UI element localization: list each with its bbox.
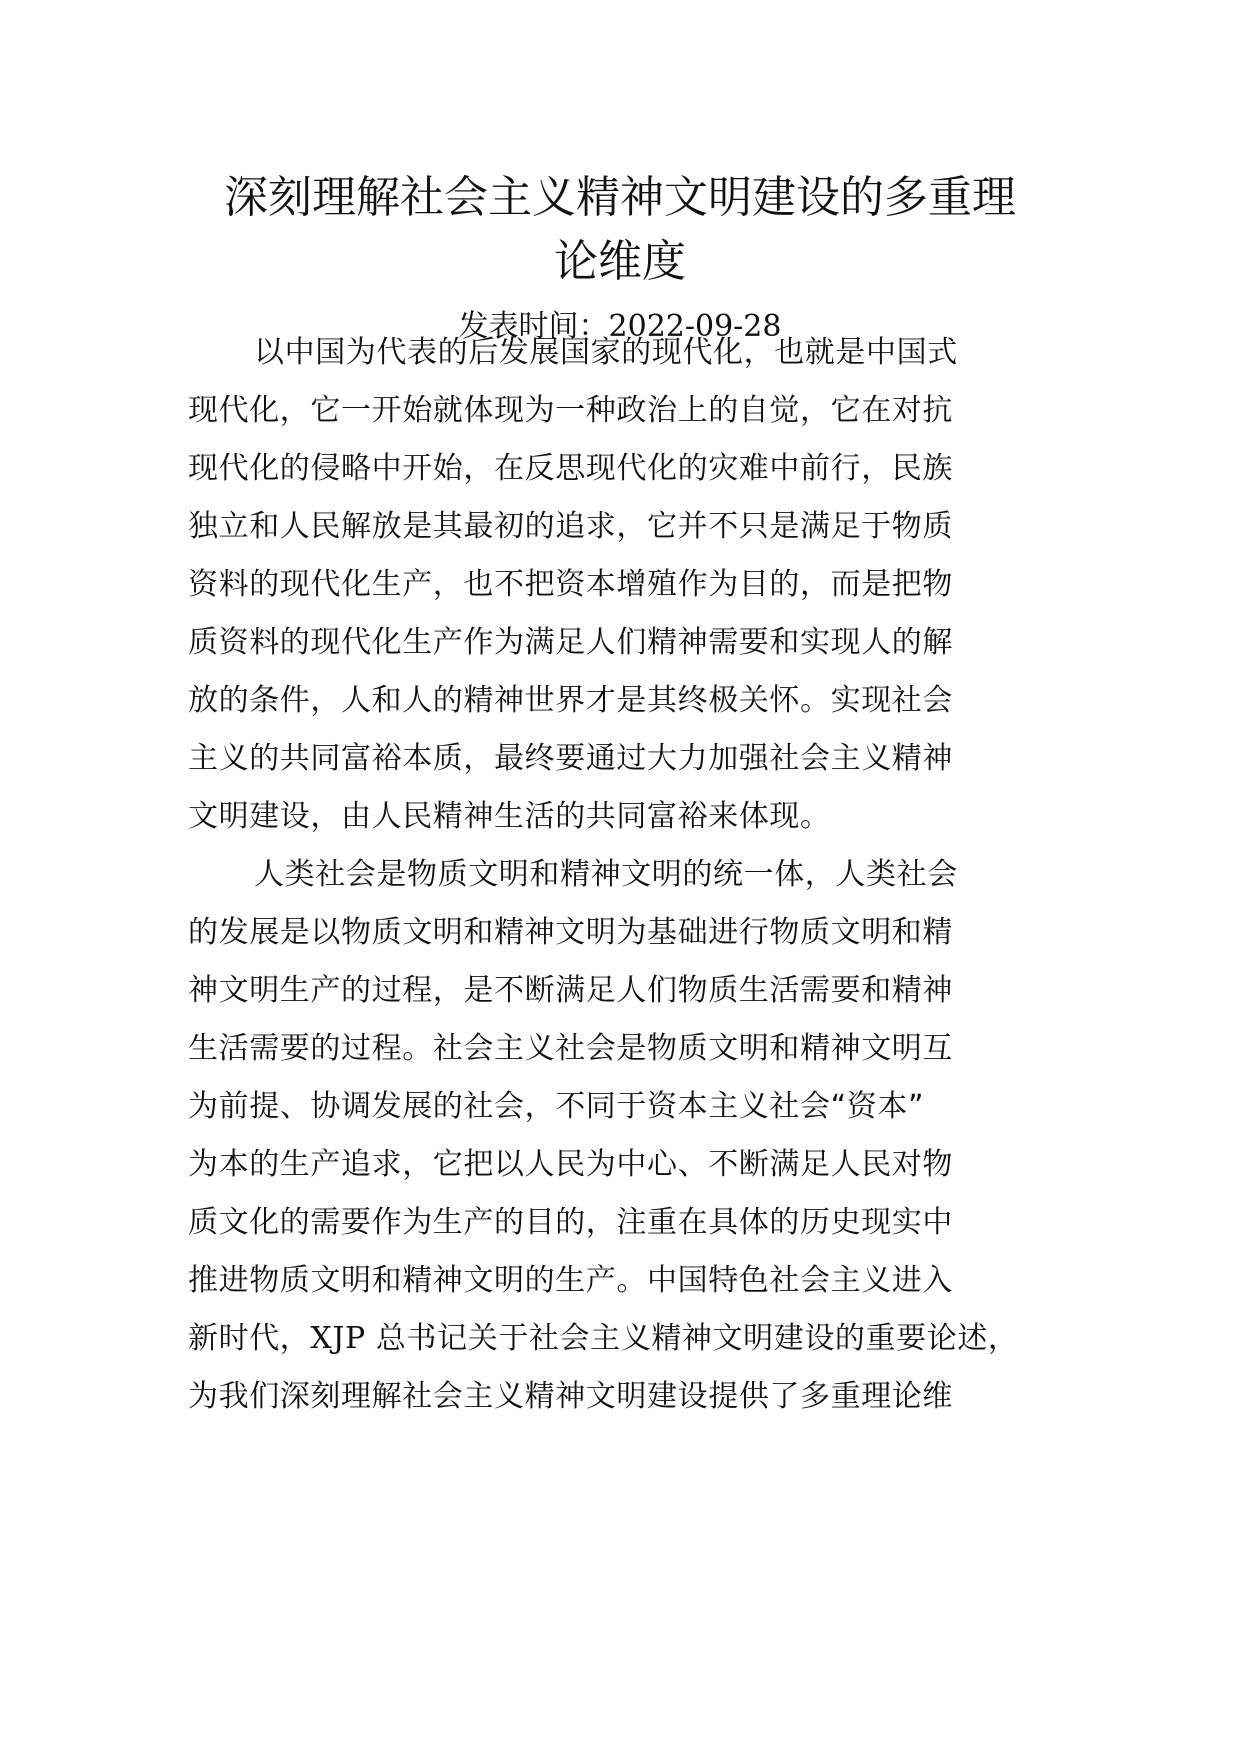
line-text-part: 总书记关于社会主义精神文明建设的重要论述， <box>365 1321 1019 1356</box>
paragraph-2-line-1: 人类社会是物质文明和精神文明的统一体，人类社会 <box>254 857 958 892</box>
paragraph-1-line-9: 文明建设，由人民精神生活的共同富裕来体现。 <box>188 799 831 834</box>
paragraph-2-line-7: 质文化的需要作为生产的目的，注重在具体的历史现实中 <box>188 1205 953 1240</box>
paragraph-2-line-5: 为前提、协调发展的社会，不同于资本主义社会“资本” <box>188 1089 925 1124</box>
paragraph-1-line-7: 放的条件，人和人的精神世界才是其终极关怀。实现社会 <box>188 683 953 718</box>
paragraph-2-line-6: 为本的生产追求，它把以人民为中心、不断满足人民对物 <box>188 1147 953 1182</box>
paragraph-2-line-3: 神文明生产的过程，是不断满足人们物质生活需要和精神 <box>188 973 953 1008</box>
paragraph-2-line-10: 为我们深刻理解社会主义精神文明建设提供了多重理论维 <box>188 1379 953 1414</box>
paragraph-2-line-2: 的发展是以物质文明和精神文明为基础进行物质文明和精 <box>188 915 953 950</box>
publish-time-label: 发表时间： <box>458 309 609 344</box>
line-text-latin: XJP <box>310 1321 366 1356</box>
paragraph-1-line-6: 质资料的现代化生产作为满足人们精神需要和实现人的解 <box>188 625 953 660</box>
paragraph-1-line-3: 现代化的侵略中开始，在反思现代化的灾难中前行，民族 <box>188 451 953 486</box>
paragraph-2-line-4: 生活需要的过程。社会主义社会是物质文明和精神文明互 <box>188 1031 953 1066</box>
paragraph-1-line-4: 独立和人民解放是其最初的追求，它并不只是满足于物质 <box>188 509 953 544</box>
paragraph-2-line-9 <box>188 1314 1019 1364</box>
document-title-line-1: 深刻理解社会主义精神文明建设的多重理 <box>224 172 1016 223</box>
paragraph-1-line-1: 以中国为代表的后发展国家的现代化，也就是中国式 <box>254 335 958 370</box>
paragraph-2-line-8: 推进物质文明和精神文明的生产。中国特色社会主义进入 <box>188 1263 953 1298</box>
document-title-line-2: 论维度 <box>554 236 686 287</box>
publish-date: 2022-09-28 <box>608 309 782 344</box>
paragraph-1-line-5: 资料的现代化生产，也不把资本增殖作为目的，而是把物 <box>188 567 953 602</box>
paragraph-1-line-8: 主义的共同富裕本质，最终要通过大力加强社会主义精神 <box>188 741 953 776</box>
line-text-part: 新时代， <box>188 1321 311 1356</box>
paragraph-1-line-2: 现代化，它一开始就体现为一种政治上的自觉，它在对抗 <box>188 393 953 428</box>
